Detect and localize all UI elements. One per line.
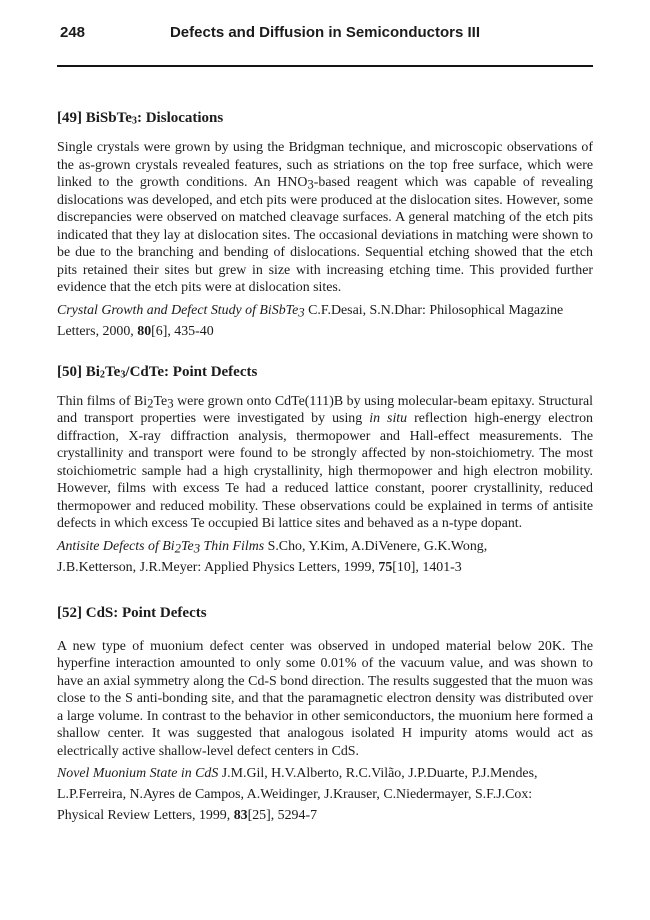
section-50-heading: [50] Bi2Te3/CdTe: Point Defects xyxy=(57,363,258,381)
section-50 xyxy=(57,363,593,578)
section-49-citation: Crystal Growth and Defect Study of BiSbTe3 C.F.Desai, S.N.Dhar: Philosophical Magazine Letters, 2000, 80[6], 435-40 xyxy=(57,302,564,339)
section-49 xyxy=(57,109,593,342)
header-title: Defects and Diffusion in Semiconductors III xyxy=(169,24,481,41)
section-52-heading: [52] CdS: Point Defects xyxy=(57,604,207,621)
section-49-body: Single crystals were grown by using the Bridgman technique, and microscopic observations of the as-grown crystals revealed features, such as striations on the top free surface, which were linked to the growth conditions. An HNO3-based reagent which was capable of revealing dislocations was developed, and etch pits were produced at the dislocation sites. However, some discrepancies were observed on matched cleavage surfaces. A general matching of the etch pits indicated that they lay at dislocation sites. The occasional deviations in matching were shown to be due to the branching and bending of dislocations. Sequential etching showed that the etch pits retained their sites but grew in size with increasing etching time. This provided further evidence that the etch pits were at dislocation sites. xyxy=(57,140,593,295)
section-50-citation: Antisite Defects of Bi2Te3 Thin Films S.Cho, Y.Kim, A.DiVenere, G.K.Wong, J.B.Ketterson, J.R.Meyer: Applied Physics Letters, 1999, 75[10], 1401-3 xyxy=(57,538,488,575)
page-header xyxy=(57,24,593,41)
header-divider xyxy=(57,65,593,67)
section-52 xyxy=(57,604,593,827)
section-52-body: A new type of muonium defect center was observed in undoped material below 20K. The hyperfine interaction amounted to only some 0.01% of the vacuum value, and was shown to have an axial symmetry along the Cd-S bond direction. The results suggested that the muon was close to the S anti-bonding site, and that the paramagnetic electron density was distributed over a large volume. In contrast to the behavior in other semiconductors, the muonium here formed a shallow center. It was suggested that analogous isolated H impurity atoms would act as electrically active shallow-level defect centers in CdS. xyxy=(57,638,593,759)
page-number: 248 xyxy=(60,24,86,41)
section-49-heading: [49] BiSbTe3: Dislocations xyxy=(57,110,224,127)
section-52-citation: Novel Muonium State in CdS J.M.Gil, H.V.Alberto, R.C.Vilão, J.P.Duarte, P.J.Mendes, L.P.Ferreira, N.Ayres de Campos, A.Weidinger, J.Krauser, C.Niedermayer, S.F.J.Cox: Physical Review Letters, 1999, 83[25], 5294-7 xyxy=(57,766,538,823)
section-50-body: Thin films of Bi2Te3 were grown onto CdTe(111)B by using molecular-beam epitaxy. Structural and transport properties were investigated by using in situ reflection high-energy electron diffraction, X-ray diffraction analysis, thermopower and Hall-effect measurements. The crystallinity and transport were found to be strongly affected by non-stoichiometry. The most stoichiometric sample had a high crystallinity, high thermopower and high electron mobility. However, films with excess Te had a reduced lattice constant, poorer crystallinity, reduced thermopower and reduced mobility. These observations could be explained in terms of antisite defects in which excess Te occupied Bi lattice sites and behaved as a n-type dopant. xyxy=(57,393,594,531)
